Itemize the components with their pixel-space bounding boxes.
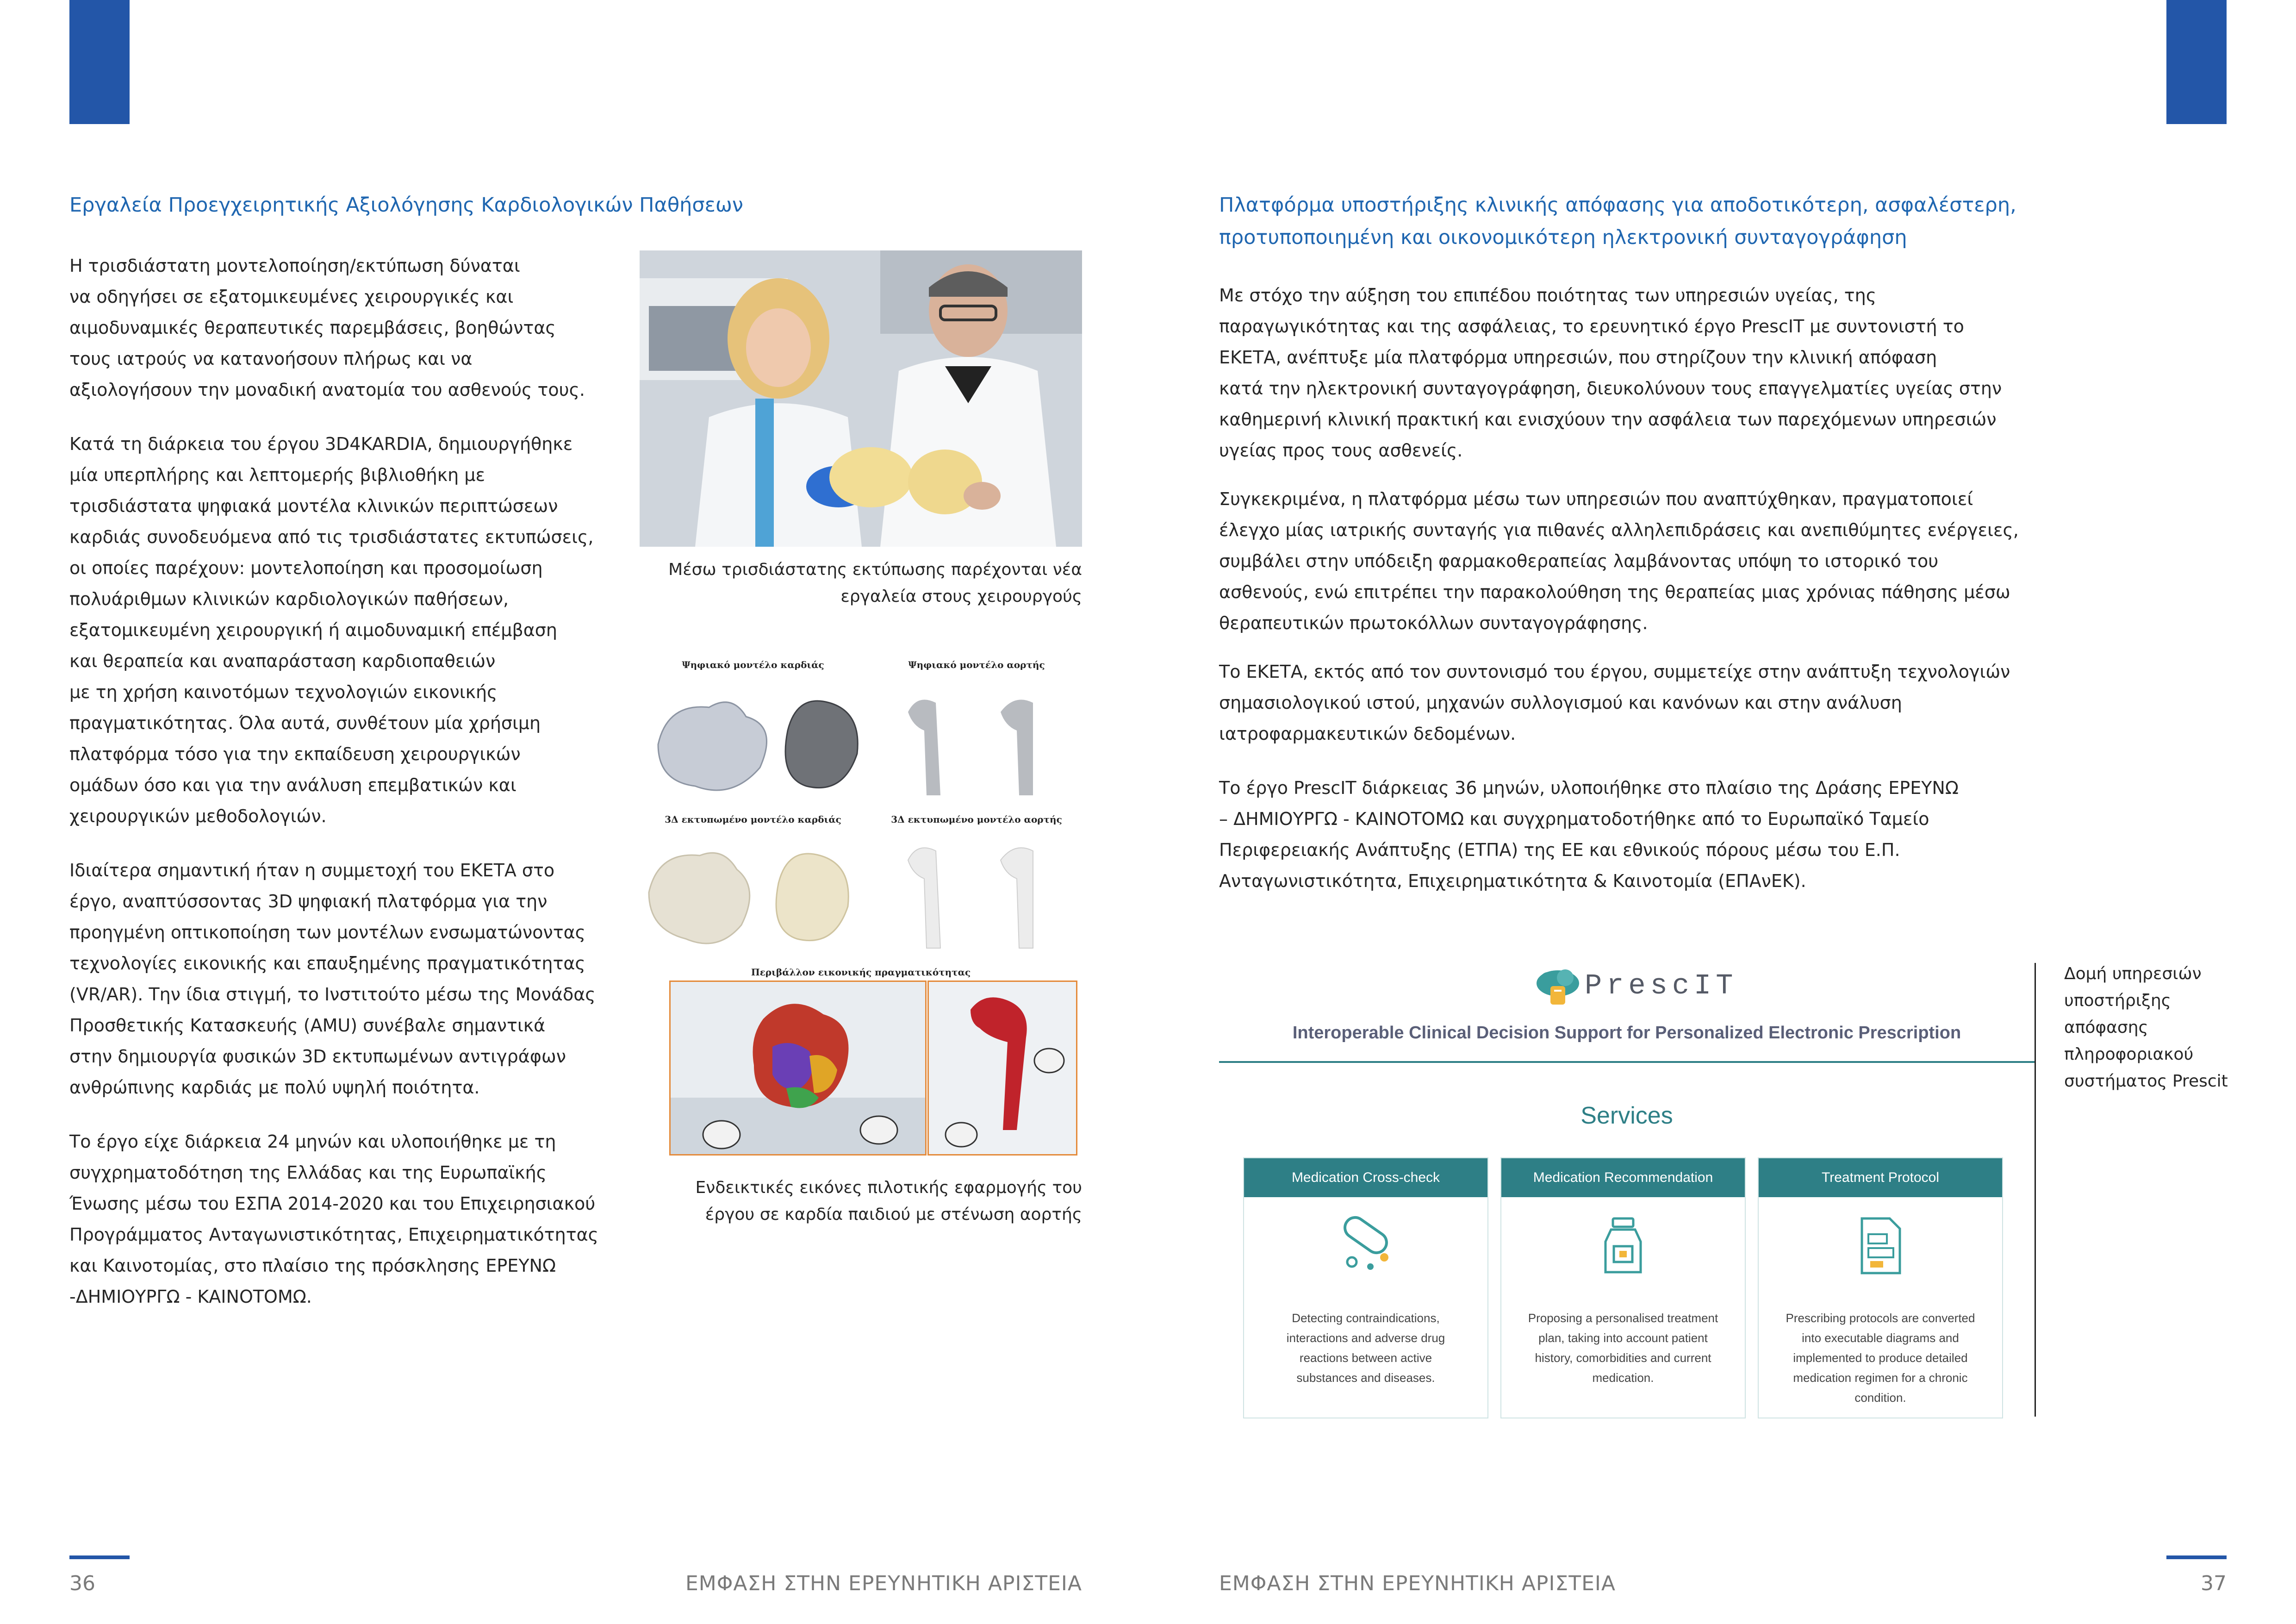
right-page-heading xyxy=(1219,189,2145,254)
text-line: σημασιολογικού ιστού, μηχανών συλλογισμού και κανόνων και στην ανάλυση xyxy=(1219,693,1902,713)
text-line: πολυάριθμων κλινικών καρδιολογικών παθήσεων, xyxy=(69,589,509,609)
prescit-logo-text: PrescIT xyxy=(1585,969,1738,1002)
text-line: αιμοδυναμικές θεραπευτικές παρεμβάσεις, βοηθώντας xyxy=(69,318,556,338)
service-card-cross-check xyxy=(1243,1157,1488,1418)
services-title: Services xyxy=(1580,1102,1673,1129)
left-paragraph-1 xyxy=(69,250,620,406)
right-paragraph-4 xyxy=(1219,773,2098,897)
page-number-right: 37 xyxy=(2201,1572,2227,1595)
text-line: Ιδιαίτερα σημαντική ήταν η συμμετοχή του ΕΚΕΤΑ στο xyxy=(69,860,555,881)
caption-line: απόφασης xyxy=(2064,1018,2148,1037)
text-line: και Καινοτομίας, στο πλαίσιο της πρόσκλησης ΕΡΕΥΝΩ xyxy=(69,1255,556,1276)
text-line: ΕΚΕΤΑ, ανέπτυξε μία πλατφόρμα υπηρεσιών, που στηρίζουν την κλινική απόφαση xyxy=(1219,347,1937,368)
lab-photo-illustration xyxy=(640,250,1082,547)
figure-caption xyxy=(640,1174,1082,1228)
text-line: και θεραπεία και αναπαράσταση καρδιοπαθειών xyxy=(69,651,496,671)
text-line: καρδιάς συνοδευόμενα από τις τρισδιάστατες εκτυπώσεις, xyxy=(69,527,594,547)
text-line: Προσθετικής Κατασκευής (AMU) συνέβαλε σημαντικά xyxy=(69,1015,546,1036)
text-line: πλατφόρμα τόσο για την εκπαίδευση χειρουργικών xyxy=(69,744,521,764)
side-caption-divider xyxy=(2035,963,2036,1417)
text-line: αξιολογήσουν την μοναδική ανατομία του ασθενούς τους. xyxy=(69,380,585,400)
service-desc-line: reactions between active xyxy=(1299,1351,1432,1365)
medicine-bottle-icon xyxy=(1591,1216,1655,1276)
label-printed-heart: 3Δ εκτυπωμένο μοντέλο καρδιάς xyxy=(665,814,841,825)
prescit-subtitle: Interoperable Clinical Decision Support for Personalized Electronic Prescription xyxy=(1292,1023,1961,1043)
text-line: Προγράμματος Ανταγωνιστικότητας, Επιχειρηματικότητας xyxy=(69,1224,598,1245)
caption-line: Μέσω τρισδιάστατης εκτύπωσης παρέχονται νέα xyxy=(668,560,1082,579)
service-desc-line: medication. xyxy=(1592,1371,1654,1385)
text-line: έργο, αναπτύσσοντας 3D ψηφιακή πλατφόρμα για την xyxy=(69,891,548,912)
text-line: εξατομικευμένη χειρουργική ή αιμοδυναμική επέμβαση xyxy=(69,620,557,640)
text-line: Περιφερειακής Ανάπτυξης (ΕΤΠΑ) της ΕΕ και εθνικούς πόρους μέσω του Ε.Π. xyxy=(1219,840,1900,860)
text-line: -ΔΗΜΙΟΥΡΓΩ - ΚΑΙΝΟΤΟΜΩ. xyxy=(69,1287,312,1307)
text-line: Το έργο PrescIT διάρκειας 36 μηνών, υλοποιήθηκε στο πλαίσιο της Δράσης ΕΡΕΥΝΩ xyxy=(1219,778,1959,798)
text-line: συγχρηματοδότηση της Ελλάδας και της Ευρωπαϊκής xyxy=(69,1162,547,1183)
pills-icon xyxy=(1333,1216,1398,1276)
top-left-accent-bar xyxy=(69,0,130,124)
heart-models-figure xyxy=(640,656,1082,1170)
heading-line: προτυποποιημένη και οικονομικότερη ηλεκτρονική συνταγογράφηση xyxy=(1219,226,1907,249)
text-line: πραγματικότητας. Όλα αυτά, συνθέτουν μία χρήσιμη xyxy=(69,713,541,733)
caption-line: Δομή υπηρεσιών xyxy=(2064,964,2202,983)
text-line: έλεγχο μίας ιατρικής συνταγής για πιθανές αλληλεπιδράσεις και ανεπιθύμητες ενέργειες, xyxy=(1219,520,2019,540)
caption-line: Ενδεικτικές εικόνες πιλοτικής εφαρμογής του xyxy=(695,1178,1082,1197)
left-text-column xyxy=(69,250,620,1312)
service-desc-line: implemented to produce detailed xyxy=(1793,1351,1968,1365)
text-line: κατά την ηλεκτρονική συνταγογράφηση, διευκολύνουν τους επαγγελματίες υγείας στην xyxy=(1219,378,2002,399)
text-line: ασθενούς, ενώ επιτρέπει την παρακολούθηση της θεραπείας μιας χρόνιας πάθησης μέσω xyxy=(1219,582,2010,602)
right-paragraph-1 xyxy=(1219,280,2098,466)
service-desc-line: substances and diseases. xyxy=(1296,1371,1435,1385)
service-desc-line: medication regimen for a chronic xyxy=(1793,1371,1968,1385)
text-line: τεχνολογίες εικονικής και επαυξημένης πραγματικότητας xyxy=(69,953,585,974)
text-line: οι οποίες παρέχουν: μοντελοποίηση και προσομοίωση xyxy=(69,558,543,578)
protocol-document-icon xyxy=(1848,1216,1913,1276)
text-line: προηγμένη οπτικοποίηση των μοντέλων ενσωματώνοντας xyxy=(69,922,585,943)
caption-line: συστήματος Prescit xyxy=(2064,1072,2228,1091)
text-line: ανθρώπινης καρδιάς με πολύ υψηλή ποιότητα. xyxy=(69,1077,480,1098)
text-line: παραγωγικότητας και της ασφάλειας, το ερευνητικό έργο PrescIT με συντονιστή το xyxy=(1219,316,1964,337)
service-title: Treatment Protocol xyxy=(1759,1158,2002,1197)
service-card-recommendation xyxy=(1500,1157,1746,1418)
service-desc-line: Prescribing protocols are converted xyxy=(1786,1311,1975,1325)
footer-left-rule xyxy=(69,1555,130,1559)
service-title: Medication Cross-check xyxy=(1244,1158,1487,1197)
text-line: – ΔΗΜΙΟΥΡΓΩ - ΚΑΙΝΟΤΟΜΩ και συγχρηματοδοτήθηκε από το Ευρωπαϊκό Ταμείο xyxy=(1219,809,1929,829)
text-line: τους ιατρούς να κατανοήσουν πλήρως και να xyxy=(69,349,473,369)
text-line: Ανταγωνιστικότητα, Επιχειρηματικότητα & Καινοτομία (ΕΠΑνΕΚ). xyxy=(1219,871,1806,891)
printed-models-illustration xyxy=(640,828,1082,957)
label-digital-aorta: Ψηφιακό μοντέλο αορτής xyxy=(908,659,1045,670)
caption-line: υποστήριξης xyxy=(2064,991,2171,1010)
left-paragraph-2 xyxy=(69,429,620,832)
footer-title-right: ΕΜΦΑΣΗ ΣΤΗΝ ΕΡΕΥΝΗΤΙΚΗ ΑΡΙΣΤΕΙΑ xyxy=(1219,1572,1616,1595)
side-caption xyxy=(2064,961,2259,1095)
right-paragraph-3 xyxy=(1219,656,2098,750)
text-line: (VR/AR). Την ίδια στιγμή, το Ινστιτούτο μέσω της Μονάδας xyxy=(69,984,596,1005)
text-line: συμβάλει στην υπόδειξη φαρμακοθεραπείας λαμβάνοντας υπόψη το ιστορικό του xyxy=(1219,551,1939,571)
text-line: τρισδιάστατα ψηφιακά μοντέλα κλινικών περιπτώσεων xyxy=(69,496,558,516)
caption-line: πληροφοριακού xyxy=(2064,1045,2194,1064)
text-line: Κατά τη διάρκεια του έργου 3D4KARDIA, δημιουργήθηκε xyxy=(69,434,573,454)
text-line: Ένωσης μέσω του ΕΣΠΑ 2014-2020 και του Επιχειρησιακού xyxy=(69,1193,596,1214)
text-line: Με στόχο την αύξηση του επιπέδου ποιότητας των υπηρεσιών υγείας, της xyxy=(1219,285,1877,306)
cloud-pill-icon xyxy=(1534,968,1582,1006)
heading-line: Πλατφόρμα υποστήριξης κλινικής απόφασης για αποδοτικότερη, ασφαλέστερη, xyxy=(1219,194,2016,217)
vr-heart-illustration xyxy=(671,982,925,1154)
text-line: ιατροφαρμακευτικών δεδομένων. xyxy=(1219,724,1516,744)
service-desc-line: history, comorbidities and current xyxy=(1535,1351,1711,1365)
top-right-accent-bar xyxy=(2166,0,2227,124)
service-desc-line: Detecting contraindications, xyxy=(1292,1311,1440,1325)
caption-line: εργαλεία στους χειρουργούς xyxy=(840,587,1082,606)
footer-title-left: ΕΜΦΑΣΗ ΣΤΗΝ ΕΡΕΥΝΗΤΙΚΗ ΑΡΙΣΤΕΙΑ xyxy=(685,1572,1082,1595)
prescit-logo xyxy=(1534,966,1737,1007)
label-vr-environment: Περιβάλλον εικονικής πραγματικότητας xyxy=(751,967,971,978)
service-desc-line: interactions and adverse drug xyxy=(1286,1331,1445,1345)
left-page-heading: Εργαλεία Προεγχειρητικής Αξιολόγησης Καρδιολογικών Παθήσεων xyxy=(69,194,743,217)
vr-screenshot-right xyxy=(927,981,1077,1156)
right-paragraph-2 xyxy=(1219,484,2098,639)
vr-screenshot-left xyxy=(669,981,927,1156)
service-desc-line: plan, taking into account patient xyxy=(1538,1331,1708,1345)
text-line: στην δημιουργία φυσικών 3D εκτυπωμένων αντιγράφων xyxy=(69,1046,566,1067)
text-line: Το έργο είχε διάρκεια 24 μηνών και υλοποιήθηκε με τη xyxy=(69,1131,556,1152)
service-title: Medication Recommendation xyxy=(1501,1158,1745,1197)
vr-aorta-illustration xyxy=(929,982,1076,1154)
text-line: να οδηγήσει σε εξατομικευμένες χειρουργικές και xyxy=(69,287,514,307)
text-line: ομάδων όσο και για την ανάλυση επεμβατικών και xyxy=(69,775,516,795)
text-line: Το ΕΚΕΤΑ, εκτός από τον συντονισμό του έργου, συμμετείχε στην ανάπτυξη τεχνολογιών xyxy=(1219,662,2010,682)
left-paragraph-3 xyxy=(69,855,620,1103)
page-number-left: 36 xyxy=(69,1572,95,1595)
text-line: χειρουργικών μεθοδολογιών. xyxy=(69,806,327,826)
digital-models-illustration xyxy=(640,675,1082,800)
text-line: με τη χρήση καινοτόμων τεχνολογιών εικονικής xyxy=(69,682,498,702)
left-paragraph-4 xyxy=(69,1126,620,1312)
label-printed-aorta: 3Δ εκτυπωμένο μοντέλο αορτής xyxy=(891,814,1062,825)
text-line: μία υπερπλήρης και λεπτομερής βιβλιοθήκη με xyxy=(69,465,485,485)
text-line: υγείας προς τους ασθενείς. xyxy=(1219,440,1463,461)
text-line: Η τρισδιάστατη μοντελοποίηση/εκτύπωση δύναται xyxy=(69,256,520,276)
text-line: καθημερινή κλινική πρακτική και ενισχύουν την ασφάλεια των παρεχόμενων υπηρεσιών xyxy=(1219,409,1997,430)
label-digital-heart: Ψηφιακό μοντέλο καρδιάς xyxy=(682,659,824,670)
footer-right-rule xyxy=(2166,1555,2227,1559)
lab-photo xyxy=(640,250,1082,547)
text-line: Συγκεκριμένα, η πλατφόρμα μέσω των υπηρεσιών που αναπτύχθηκαν, πραγματοποιεί xyxy=(1219,489,1973,509)
right-text-column xyxy=(1219,280,2098,897)
photo-caption xyxy=(640,556,1082,610)
service-desc-line: into executable diagrams and xyxy=(1802,1331,1959,1345)
subtitle-divider xyxy=(1219,1061,2035,1063)
caption-line: έργου σε καρδία παιδιού με στένωση αορτής xyxy=(705,1205,1082,1224)
prescit-diagram xyxy=(1219,963,2035,1417)
service-card-treatment-protocol xyxy=(1758,1157,2003,1418)
service-desc-line: Proposing a personalised treatment xyxy=(1528,1311,1718,1325)
text-line: θεραπευτικών πρωτοκόλλων συνταγογράφησης. xyxy=(1219,613,1648,633)
service-desc-line: condition. xyxy=(1854,1391,1906,1405)
